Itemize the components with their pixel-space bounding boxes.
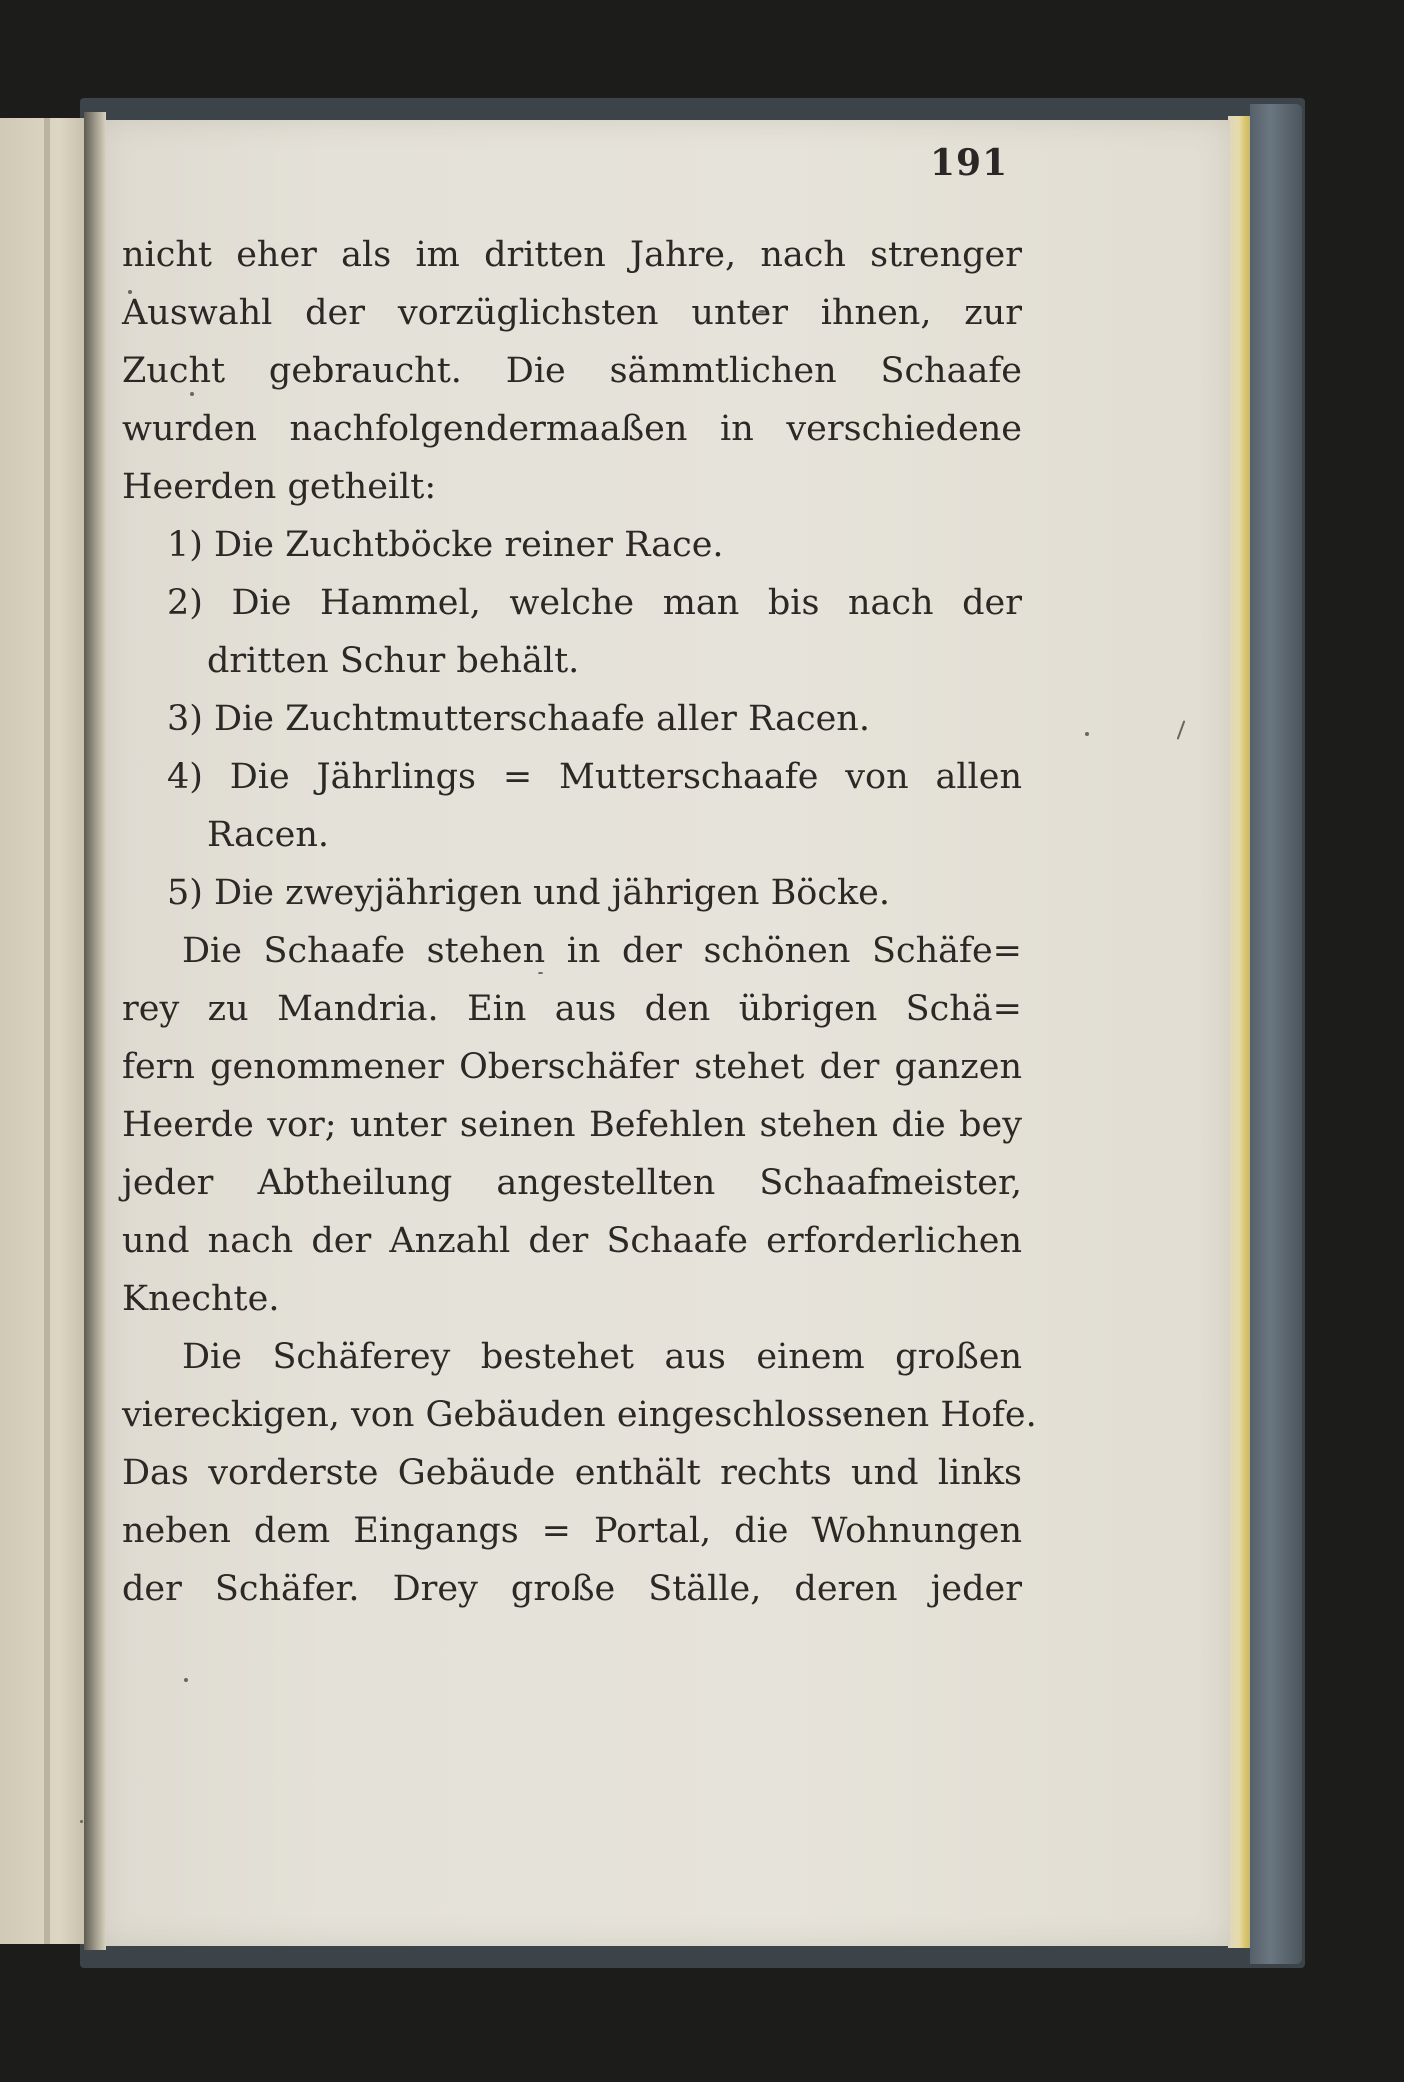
page-block-edge <box>1228 116 1250 1948</box>
text-line: der Schäfer. Drey große Ställe, deren jeder <box>122 1569 1022 1609</box>
list-item: 4) Die Jährlings = Mutterschaafe von allen <box>167 757 1022 797</box>
text-line: Heerde vor; unter seinen Befehlen stehen die bey <box>122 1105 1022 1145</box>
list-item: 1) Die Zuchtböcke reiner Race. <box>167 525 724 565</box>
text-line: rey zu Mandria. Ein aus den übrigen Schä= <box>122 989 1022 1029</box>
text-line: Knechte. <box>122 1279 280 1319</box>
page-number: 191 <box>930 142 1009 184</box>
text-line: viereckigen, von Gebäuden eingeschlossenen Hofe. <box>122 1395 1037 1435</box>
text-line: wurden nachfolgendermaaßen in verschiedene <box>122 409 1022 449</box>
text-line: Heerden getheilt: <box>122 467 437 507</box>
paper-speck <box>1177 720 1186 739</box>
list-item: 5) Die zweyjährigen und jährigen Böcke. <box>167 873 891 913</box>
list-item-continuation: Racen. <box>207 815 330 855</box>
paper-speck <box>80 1820 83 1823</box>
paper-speck <box>184 1678 188 1682</box>
left-page-crease <box>44 118 50 1944</box>
text-line: Das vorderste Gebäude enthält rechts und links <box>122 1453 1022 1493</box>
text-line: neben dem Eingangs = Portal, die Wohnungen <box>122 1511 1022 1551</box>
text-line: fern genommener Oberschäfer stehet der ganzen <box>122 1047 1022 1087</box>
text-line: jeder Abtheilung angestellten Schaafmeister, <box>122 1163 1022 1203</box>
text-line: und nach der Anzahl der Schaafe erforderlichen <box>122 1221 1022 1261</box>
cover-edge <box>1250 104 1302 1964</box>
text-line: nicht eher als im dritten Jahre, nach strenger <box>122 235 1022 275</box>
text-line: Die Schaafe stehen in der schönen Schäfe= <box>182 931 1022 971</box>
paper-speck <box>1085 732 1089 736</box>
text-line: Auswahl der vorzüglichsten unter ihnen, zur <box>122 293 1022 333</box>
page-text <box>122 226 1037 1618</box>
text-line: Die Schäferey bestehet aus einem großen <box>182 1337 1022 1377</box>
text-line: Zucht gebraucht. Die sämmtlichen Schaafe <box>122 351 1022 391</box>
gutter-shadow <box>84 112 106 1950</box>
list-item-continuation: dritten Schur behält. <box>207 641 580 681</box>
list-item: 3) Die Zuchtmutterschaafe aller Racen. <box>167 699 870 739</box>
list-item: 2) Die Hammel, welche man bis nach der <box>167 583 1022 623</box>
